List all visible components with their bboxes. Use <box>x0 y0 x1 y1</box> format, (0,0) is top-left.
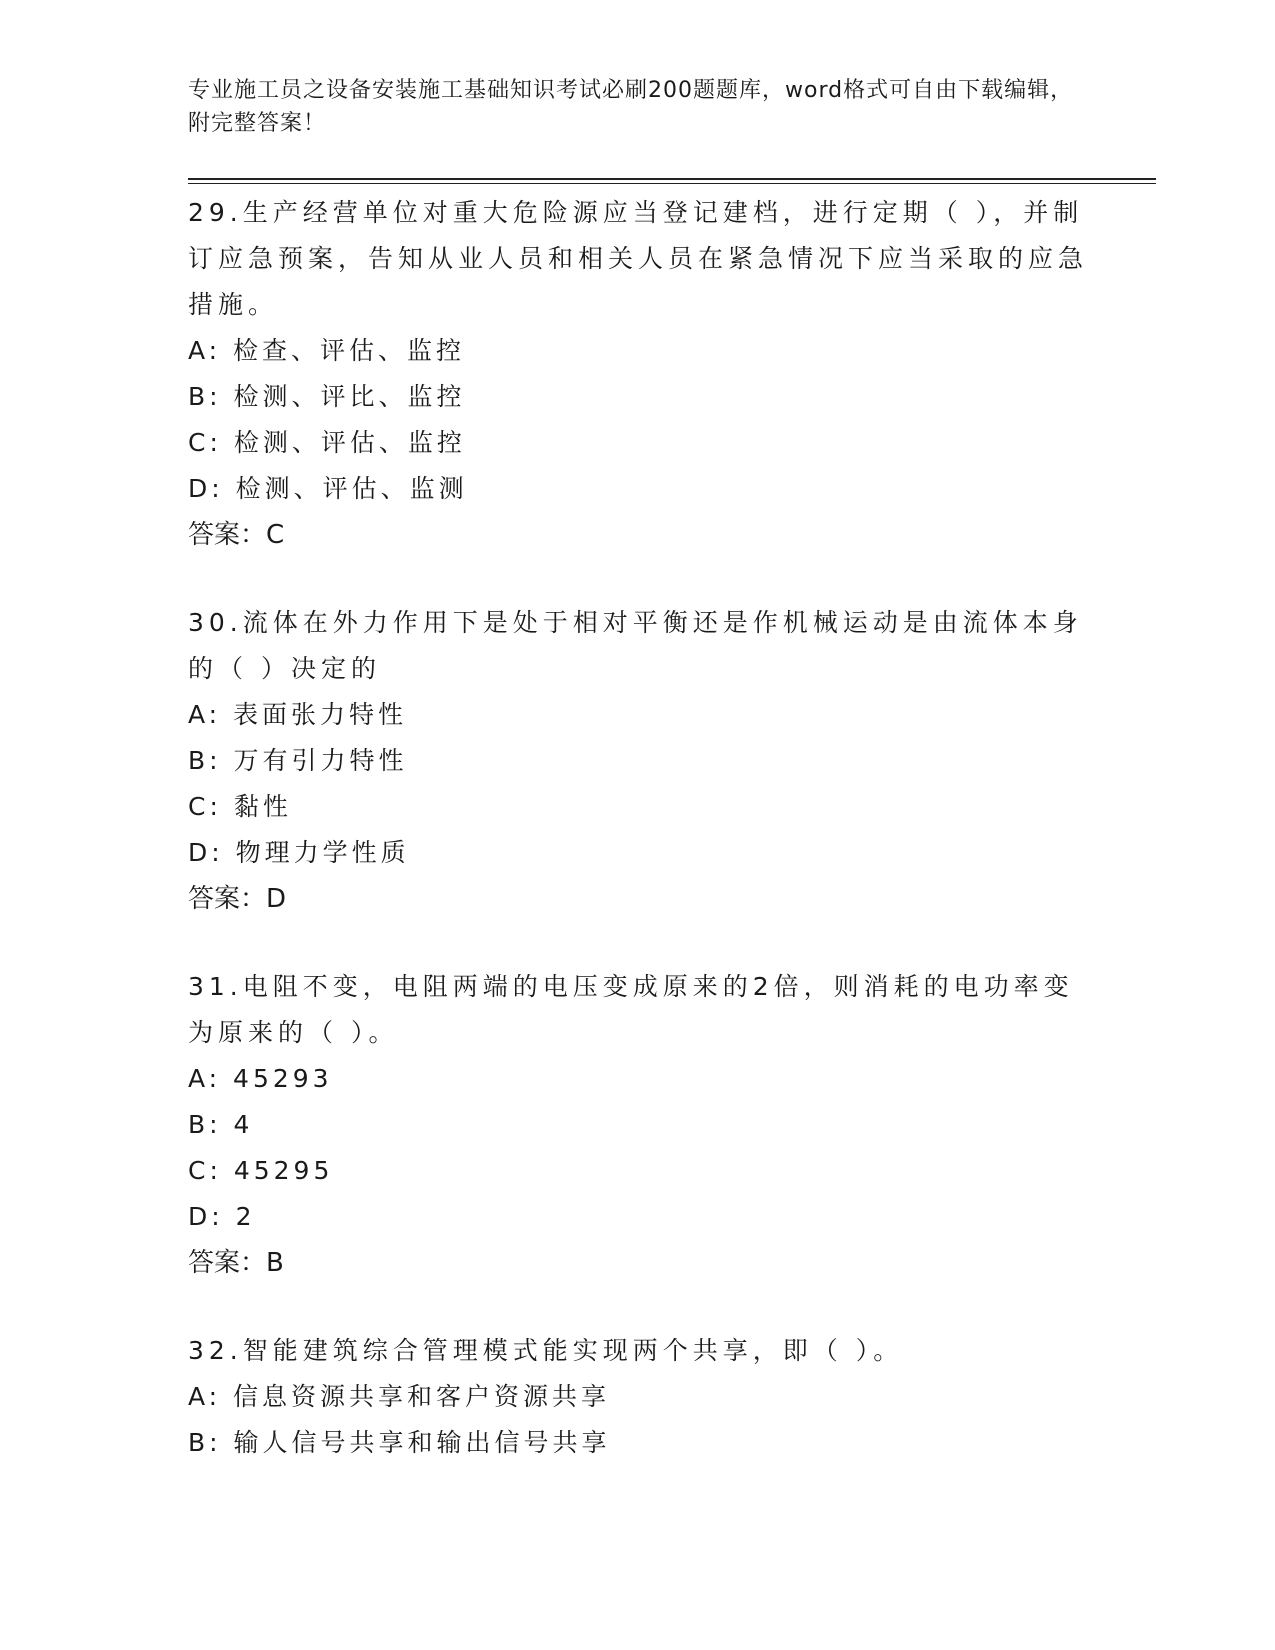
question-list <box>188 190 1088 1508</box>
header-divider <box>188 178 1156 180</box>
question-stem: 32.智能建筑综合管理模式能实现两个共享，即（ ）。 <box>188 1336 904 1365</box>
option-b: B: 万有引力特性 <box>188 746 408 775</box>
option-b: B: 检测、评比、监控 <box>188 382 466 411</box>
question-29 <box>188 190 1088 558</box>
option-d: D: 物理力学性质 <box>188 838 410 867</box>
option-a: A: 表面张力特性 <box>188 700 408 729</box>
answer-text: 答案：B <box>188 1248 284 1278</box>
question-stem: 31.电阻不变，电阻两端的电压变成原来的2倍，则消耗的电功率变为原来的（ ）。 <box>188 972 1074 1047</box>
option-b: B: 输人信号共享和输出信号共享 <box>188 1428 611 1457</box>
question-stem: 29.生产经营单位对重大危险源应当登记建档，进行定期（ ），并制订应急预案，告知从业人员和相关人员在紧急情况下应当采取的应急措施。 <box>188 198 1089 319</box>
option-d: D: 检测、评估、监测 <box>188 474 468 503</box>
option-c: C: 45295 <box>188 1156 334 1185</box>
option-c: C: 检测、评估、监控 <box>188 428 466 457</box>
answer-text: 答案：C <box>188 520 285 550</box>
header-divider-thin <box>188 183 1156 184</box>
option-a: A: 检查、评估、监控 <box>188 336 466 365</box>
option-a: A: 45293 <box>188 1064 333 1093</box>
document-header: 专业施工员之设备安装施工基础知识考试必刷200题题库，word格式可自由下载编辑，附完整答案！ <box>188 78 1074 136</box>
answer-text: 答案：D <box>188 884 287 914</box>
option-d: D: 2 <box>188 1202 256 1231</box>
question-31 <box>188 964 1088 1286</box>
option-c: C: 黏性 <box>188 792 292 821</box>
question-stem: 30.流体在外力作用下是处于相对平衡还是作机械运动是由流体本身的（ ）决定的 <box>188 608 1083 683</box>
question-30 <box>188 600 1088 922</box>
question-32 <box>188 1328 1088 1466</box>
option-a: A: 信息资源共享和客户资源共享 <box>188 1382 611 1411</box>
option-b: B: 4 <box>188 1110 254 1139</box>
